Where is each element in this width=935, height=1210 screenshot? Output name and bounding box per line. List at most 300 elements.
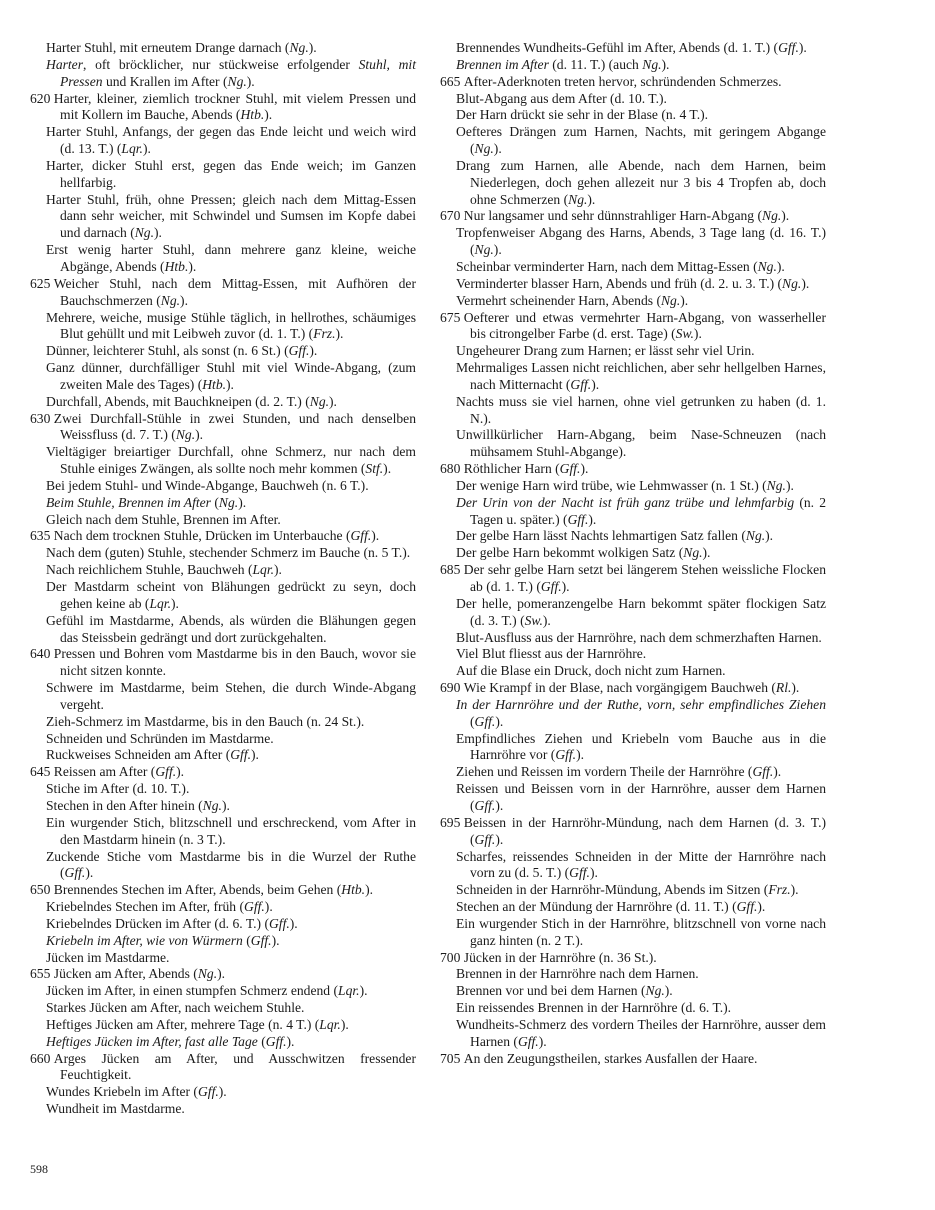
symptom-entry — [30, 242, 416, 276]
entry-text: ). — [785, 477, 794, 493]
entry-text: Unwillkürlicher Harn-Abgang, beim Nase-Schneuzen (nach mühsamem Stuhl-Abgange). — [456, 427, 826, 460]
entry-text: Ein reissendes Brennen in der Harnröhre (d. 6. T.). — [456, 1000, 732, 1016]
entry-text-italic: Gff. — [64, 865, 86, 881]
entry-text: ). — [289, 915, 298, 931]
symptom-entry — [440, 815, 826, 849]
entry-text: ). — [246, 73, 255, 89]
entry-text-italic: Harter — [46, 56, 84, 72]
entry-text: ). — [251, 747, 259, 763]
entry-text: Ruckweises Schneiden am After ( — [46, 747, 231, 763]
entry-text: Wie Krampf in der Blase, nach vorgängigem Bauchweh ( — [463, 680, 776, 696]
entry-text: ). — [542, 612, 551, 628]
entry-text: ). — [329, 393, 337, 409]
symptom-entry — [30, 764, 416, 781]
entry-text-italic: Ng. — [645, 983, 665, 999]
symptom-entry — [440, 124, 826, 158]
entry-text: Harter Stuhl, früh, ohne Pressen; gleich nach dem Mittag-Essen dann sehr weicher, mit Schwindel und Sumsen im Kopfe dabei und darnach ( — [46, 191, 416, 241]
entry-text: Kriebelndes Drücken im After (d. 6. T.) ( — [46, 915, 269, 931]
entry-text-italic: Ng. — [175, 427, 196, 443]
entry-text-italic: Lqr. — [338, 983, 360, 999]
entry-text-italic: Ng. — [197, 966, 218, 982]
entry-text-italic: Gff. — [474, 713, 496, 729]
entry-text: ). — [359, 983, 368, 999]
entry-text: ). — [171, 595, 179, 611]
entry-number: 620 — [30, 90, 51, 106]
entry-text: After-Aderknoten treten hervor, schründenden Schmerzes. — [463, 73, 782, 89]
entry-text-italic: Ng. — [309, 393, 330, 409]
symptom-entry — [30, 545, 416, 562]
entry-text: Bei jedem Stuhl- und Winde-Abgange, Bauchweh (n. 6 T.). — [46, 477, 369, 493]
symptom-entry — [30, 680, 416, 714]
entry-text: Der helle, pomeranzengelbe Harn bekommt später flockigen Satz (d. 3. T.) ( — [456, 595, 826, 628]
symptom-entry — [30, 1101, 416, 1118]
entry-text: Empfindliches Ziehen und Kriebeln vom Bauche aus in die Harnröhre vor ( — [456, 730, 826, 763]
symptom-entry — [30, 747, 416, 764]
entry-text: Harter, dicker Stuhl erst, gegen das Ende weich; im Ganzen hellfarbig. — [46, 157, 416, 190]
symptom-entry — [440, 663, 826, 680]
entry-text: Weicher Stuhl, nach dem Mittag-Essen, mit Aufhören der Bauchschmerzen ( — [53, 275, 416, 308]
entry-text: ). — [538, 1033, 547, 1049]
entry-text: Harter Stuhl, mit erneutem Drange darnach ( — [46, 40, 290, 55]
symptom-entry — [30, 579, 416, 613]
entry-text: Jücken im Mastdarme. — [46, 949, 170, 965]
symptom-entry — [440, 74, 826, 91]
entry-text: ). — [371, 528, 380, 544]
entry-text: ). — [495, 831, 504, 847]
entry-text-italic: Gff. — [268, 915, 290, 931]
entry-text: Starkes Jücken am After, nach weichem Stuhle. — [46, 1000, 305, 1016]
entry-text: Blut-Ausfluss aus der Harnröhre, nach dem schmerzhaften Harnen. — [456, 629, 822, 645]
symptom-entry — [440, 91, 826, 108]
entry-text-italic: Gff. — [569, 865, 590, 881]
right-column — [440, 40, 826, 1067]
entry-text-italic: Heftiges Jücken im After, fast alle Tage — [46, 1033, 258, 1049]
entry-text-italic: In der Harnröhre und der Ruthe, vorn, sehr empfindliches Ziehen — [456, 696, 826, 712]
entry-text: Mehrere, weiche, musige Stühle täglich, in hellrothes, schäumiges Blut gehüllt und mit Leibweh zuvor (d. 1. T.) ( — [46, 309, 416, 342]
entry-text: ). — [176, 764, 185, 780]
entry-text: Nach dem trocknen Stuhle, Drücken im Unterbauche ( — [53, 528, 351, 544]
entry-text: Blut-Abgang aus dem After (d. 10. T.). — [456, 90, 667, 106]
entry-text-italic: Rl. — [775, 680, 792, 696]
entry-text-italic: Gff. — [517, 1033, 539, 1049]
entry-text-italic: Gff. — [265, 1033, 287, 1049]
entry-text: ). — [226, 376, 234, 392]
entry-text: Zuckende Stiche vom Mastdarme bis in die Wurzel der Ruthe ( — [46, 848, 416, 881]
entry-number: 690 — [440, 680, 461, 696]
symptom-entry — [30, 933, 416, 950]
entry-text: ). — [561, 579, 570, 594]
page-number: 598 — [30, 1162, 48, 1176]
symptom-entry — [440, 731, 826, 765]
entry-text: ). — [693, 326, 702, 342]
symptom-entry — [30, 815, 416, 849]
symptom-entry — [440, 310, 826, 344]
entry-text-italic: Htb. — [341, 882, 366, 898]
entry-text: ). — [195, 427, 204, 443]
entry-text-italic: Lqr. — [121, 141, 143, 157]
symptom-entry — [440, 1000, 826, 1017]
entry-text: Ein wurgender Stich in der Harnröhre, blitzschnell von vorne nach ganz hinten (n. 2 T.). — [456, 915, 826, 948]
entry-text: ). — [664, 983, 673, 999]
symptom-entry — [30, 528, 416, 545]
symptom-entry — [30, 40, 416, 57]
entry-text: ). — [274, 562, 282, 578]
entry-text-italic: Htb. — [240, 107, 265, 123]
symptom-entry — [30, 394, 416, 411]
entry-text: ). — [308, 40, 317, 55]
entry-text-italic: Ng. — [782, 275, 802, 291]
symptom-entry — [440, 427, 826, 461]
entry-text: Der Mastdarm scheint von Blähungen gedrückt zu seyn, doch gehen keine ab ( — [46, 579, 416, 611]
entry-text: Stechen an der Mündung der Harnröhre (d. 11. T.) ( — [456, 899, 737, 915]
symptom-entry — [440, 680, 826, 697]
entry-text: ). — [264, 899, 273, 915]
entry-text: ( — [470, 713, 475, 729]
entry-text-italic: Ng. — [568, 191, 588, 207]
entry-text: ). — [188, 258, 197, 274]
entry-text: Ungeheurer Drang zum Harnen; er lässt sehr viel Urin. — [456, 343, 755, 359]
symptom-entry — [440, 225, 826, 259]
symptom-entry — [30, 1034, 416, 1051]
entry-number: 675 — [440, 309, 461, 325]
entry-text-italic: Lqr. — [319, 1016, 341, 1032]
entry-text: (n. 2 Tagen u. später.) ( — [470, 494, 826, 527]
entry-text-italic: Ng. — [202, 797, 222, 813]
entry-text: ). — [591, 376, 600, 392]
left-column — [30, 40, 416, 1118]
entry-text: ( — [257, 1033, 266, 1049]
entry-text-italic: Htb. — [164, 258, 189, 274]
entry-text: ). — [340, 1016, 349, 1032]
entry-text-italic: Stf. — [365, 461, 384, 477]
entry-text: Ein wurgender Stich, blitzschnell und erschreckend, vom After in den Mastdarm hinein (n. 3 T.). — [46, 814, 416, 847]
symptom-entry — [440, 360, 826, 394]
entry-number: 660 — [30, 1050, 51, 1066]
symptom-entry — [30, 798, 416, 815]
entry-number: 680 — [440, 461, 461, 477]
entry-text: ). — [801, 275, 810, 291]
symptom-entry — [440, 849, 826, 883]
entry-text-italic: Beim Stuhle, Brennen im After — [46, 494, 211, 510]
entry-text: , oft bröcklicher, nur stückweise erfolgender — [83, 56, 359, 72]
entry-number: 635 — [30, 528, 51, 544]
entry-text-italic: Gff. — [155, 764, 177, 780]
symptom-entry — [30, 276, 416, 310]
symptom-entry — [30, 192, 416, 243]
entry-text: Nach dem (guten) Stuhle, stechender Schmerz im Bauche (n. 5 T.). — [46, 545, 411, 561]
entry-text: ). — [790, 882, 799, 898]
entry-number: 625 — [30, 275, 51, 291]
symptom-entry — [30, 849, 416, 883]
entry-text: Schneiden in der Harnröhr-Mündung, Abends im Sitzen ( — [456, 882, 769, 898]
symptom-entry — [30, 613, 416, 647]
symptom-entry — [440, 528, 826, 545]
entry-text: Ganz dünner, durchfälliger Stuhl mit viel Winde-Abgang, (zum zweiten Male des Tages) ( — [46, 360, 416, 392]
entry-text: Der gelbe Harn bekommt wolkigen Satz ( — [456, 545, 684, 561]
entry-text: ). — [180, 292, 188, 308]
entry-text-italic: Frz. — [768, 882, 791, 898]
entry-text: und Krallen im After ( — [102, 73, 228, 89]
entry-number: 695 — [440, 814, 461, 830]
entry-text: ). — [776, 258, 785, 274]
entry-text: Tropfenweiser Abgang des Harns, Abends, 3 Tage lang (d. 16. T.) ( — [456, 225, 826, 258]
entry-text-italic: Gff. — [540, 579, 562, 594]
entry-text-italic: Gff. — [567, 511, 589, 527]
entry-text: ). — [218, 1084, 227, 1100]
symptom-entry — [440, 596, 826, 630]
symptom-entry — [440, 40, 826, 57]
symptom-entry — [440, 646, 826, 663]
entry-text-italic: Ng. — [683, 545, 703, 561]
entry-text: Beissen in der Harnröhr-Mündung, nach dem Harnen (d. 3. T.) ( — [463, 814, 826, 847]
entry-text-italic: Stuhl, mit Pressen — [60, 56, 416, 89]
entry-text: Gefühl im Mastdarme, Abends, als würden die Blähungen gegen das Steissbein gedrängt und dort zurückgehalten. — [46, 612, 416, 645]
entry-text: ). — [85, 865, 94, 881]
symptom-entry — [30, 983, 416, 1000]
entry-text: Pressen und Bohren vom Mastdarme bis in den Bauch, wovor sie nicht sitzen konnte. — [53, 646, 416, 679]
entry-text-italic: Gff. — [197, 1084, 219, 1100]
symptom-entry — [30, 1000, 416, 1017]
entry-text: Scheinbar verminderter Harn, nach dem Mittag-Essen ( — [456, 258, 758, 274]
symptom-entry — [440, 478, 826, 495]
entry-number: 705 — [440, 1050, 461, 1066]
entry-text: ). — [765, 528, 774, 544]
symptom-entry — [30, 1084, 416, 1101]
entry-text: Ziehen und Reissen im vordern Theile der Harnröhre ( — [456, 764, 753, 780]
symptom-entry — [30, 916, 416, 933]
entry-text-italic: Brennen im After — [456, 56, 549, 72]
entry-text: (d. 11. T.) (auch — [548, 56, 643, 72]
entry-text-italic: Lqr. — [252, 562, 275, 578]
symptom-entry — [440, 630, 826, 647]
symptom-entry — [30, 646, 416, 680]
symptom-entry — [30, 411, 416, 445]
entry-text: ( — [242, 932, 251, 948]
symptom-entry — [30, 781, 416, 798]
entry-text-italic: Gff. — [250, 932, 272, 948]
entry-number: 640 — [30, 646, 51, 662]
entry-text: Oefterer und etwas vermehrter Harn-Abgang, von wasserheller bis citrongelber Farbe (d. erst. Tage) ( — [463, 309, 826, 342]
symptom-entry — [30, 478, 416, 495]
symptom-entry — [440, 562, 826, 596]
entry-text-italic: Gff. — [474, 831, 496, 847]
entry-text-italic: Ng. — [227, 73, 247, 89]
entry-text: Kriebelndes Stechen im After, früh ( — [46, 899, 245, 915]
symptom-entry — [30, 444, 416, 478]
entry-text: ). — [365, 882, 374, 898]
symptom-entry — [440, 394, 826, 428]
symptom-entry — [440, 57, 826, 74]
entry-text: ). — [757, 899, 766, 915]
entry-text-italic: Ng. — [160, 292, 181, 308]
entry-text: ). — [221, 797, 230, 813]
entry-text-italic: Frz. — [313, 326, 336, 342]
entry-text: Jücken im After, in einen stumpfen Schmerz endend ( — [46, 983, 339, 999]
entry-text-italic: Sw. — [524, 612, 543, 628]
entry-text: Der gelbe Harn lässt Nachts lehmartigen Satz fallen ( — [456, 528, 746, 544]
entry-text-italic: Gff. — [474, 797, 496, 813]
entry-text-italic: Gff. — [350, 528, 372, 544]
entry-text: ). — [798, 40, 807, 55]
symptom-entry — [30, 899, 416, 916]
entry-text: ). — [781, 208, 790, 224]
symptom-entry — [440, 158, 826, 209]
entry-text: ). — [588, 511, 597, 527]
entry-text: An den Zeugungstheilen, starkes Ausfallen der Haare. — [463, 1050, 758, 1066]
entry-text: Stechen in den After hinein ( — [46, 797, 203, 813]
entry-text-italic: Ng. — [218, 494, 239, 510]
symptom-entry — [30, 562, 416, 579]
entry-text: ). — [271, 932, 280, 948]
entry-text-italic: Ng. — [745, 528, 766, 544]
entry-number: 665 — [440, 73, 461, 89]
entry-text: ). — [217, 966, 226, 982]
symptom-entry — [440, 697, 826, 731]
entry-text: Viel Blut fliesst aus der Harnröhre. — [456, 646, 647, 662]
entry-text: Der Harn drückt sie sehr in der Blase (n. 4 T.). — [456, 107, 709, 123]
symptom-entry — [440, 950, 826, 967]
symptom-entry — [440, 1017, 826, 1051]
entry-text: Scharfes, reissendes Schneiden in der Mitte der Harnröhre nach vorn zu (d. 5. T.) ( — [456, 848, 826, 881]
entry-text-italic: Kriebeln im After, wie von Würmern — [46, 932, 243, 948]
symptom-entry — [440, 966, 826, 983]
entry-text: Nach reichlichem Stuhle, Bauchweh ( — [46, 562, 253, 578]
symptom-entry — [30, 950, 416, 967]
entry-text: Harter Stuhl, Anfangs, der gegen das Ende leicht und weich wird (d. 13. T.) ( — [46, 124, 416, 157]
symptom-entry — [440, 107, 826, 124]
symptom-entry — [30, 714, 416, 731]
symptom-entry — [440, 293, 826, 310]
entry-text: ). — [154, 225, 162, 241]
entry-text: ). — [264, 107, 273, 123]
entry-number: 700 — [440, 949, 461, 965]
entry-text: Jücken in der Harnröhre (n. 36 St.). — [463, 949, 657, 965]
entry-text: Brennen in der Harnröhre nach dem Harnen. — [456, 966, 699, 982]
entry-text: ). — [587, 191, 596, 207]
entry-text: Mehrmaliges Lassen nicht reichlichen, aber sehr hellgelben Harnes, nach Mitternacht ( — [456, 360, 826, 392]
entry-text: Wundes Kriebeln im After ( — [46, 1084, 198, 1100]
symptom-entry — [440, 276, 826, 293]
entry-text: Heftiges Jücken am After, mehrere Tage (n. 4 T.) ( — [46, 1016, 320, 1032]
entry-text: ). — [286, 1033, 295, 1049]
entry-text: Brennendes Stechen im After, Abends, beim Gehen ( — [53, 882, 342, 898]
entry-text: Reissen und Beissen vorn in der Harnröhre, ausser dem Harnen ( — [456, 781, 826, 813]
entry-text-italic: Ng. — [762, 208, 782, 224]
symptom-entry — [440, 208, 826, 225]
entry-number: 670 — [440, 208, 461, 224]
entry-number: 650 — [30, 882, 51, 898]
entry-text: Der wenige Harn wird trübe, wie Lehmwasser (n. 1 St.) ( — [456, 477, 767, 493]
entry-text: ). — [773, 764, 782, 780]
entry-text: ). — [702, 545, 711, 561]
entry-text-italic: Gff. — [555, 747, 577, 763]
entry-text: Reissen am After ( — [53, 764, 156, 780]
entry-text-italic: Gff. — [570, 376, 592, 392]
entry-text: ). — [661, 56, 670, 72]
entry-text: ). — [495, 713, 504, 729]
entry-text-italic: Ng. — [289, 40, 309, 55]
symptom-entry — [440, 781, 826, 815]
symptom-entry — [30, 310, 416, 344]
entry-text: ). — [791, 680, 800, 696]
symptom-entry — [440, 343, 826, 360]
entry-text: Vermehrt scheinender Harn, Abends ( — [456, 292, 661, 308]
symptom-entry — [440, 259, 826, 276]
symptom-entry — [30, 124, 416, 158]
entry-text-italic: Ng. — [757, 258, 777, 274]
entry-text: ). — [238, 494, 247, 510]
symptom-entry — [440, 1051, 826, 1068]
symptom-entry — [30, 91, 416, 125]
entry-text: Wundheit im Mastdarme. — [46, 1101, 185, 1117]
entry-text: Schneiden und Schründen im Mastdarme. — [46, 730, 274, 746]
symptom-entry — [30, 360, 416, 394]
entry-text-italic: Gff. — [778, 40, 799, 55]
entry-number: 630 — [30, 410, 51, 426]
entry-text: Durchfall, Abends, mit Bauchkneipen (d. 2. T.) ( — [46, 393, 310, 409]
entry-text-italic: Gff. — [288, 343, 310, 359]
entry-text: Nachts muss sie viel harnen, ohne viel getrunken zu haben (d. 1. N.). — [456, 393, 826, 426]
entry-text-italic: Gff. — [736, 899, 758, 915]
entry-text: Verminderter blasser Harn, Abends und früh (d. 2. u. 3. T.) ( — [456, 275, 783, 291]
entry-number: 645 — [30, 764, 51, 780]
entry-text: Jücken am After, Abends ( — [53, 966, 198, 982]
symptom-entry — [440, 899, 826, 916]
entry-text: ). — [493, 242, 502, 258]
entry-text-italic: Gff. — [752, 764, 774, 780]
symptom-entry — [440, 983, 826, 1000]
symptom-entry — [440, 461, 826, 478]
entry-text-italic: Ng. — [134, 225, 154, 241]
entry-text: Zieh-Schmerz im Mastdarme, bis in den Bauch (n. 24 St.). — [46, 713, 365, 729]
symptom-entry — [30, 495, 416, 512]
symptom-entry — [30, 512, 416, 529]
entry-text: Erst wenig harter Stuhl, dann mehrere ganz kleine, weiche Abgänge, Abends ( — [46, 242, 416, 274]
entry-text: Brennendes Wundheits-Gefühl im After, Abends (d. 1. T.) ( — [456, 40, 779, 55]
entry-text-italic: Ng. — [766, 477, 786, 493]
entry-text: Gleich nach dem Stuhle, Brennen im After. — [46, 511, 281, 527]
entry-text: Wundheits-Schmerz des vordern Theiles der Harnröhre, ausser dem Harnen ( — [456, 1016, 826, 1049]
symptom-entry — [30, 158, 416, 192]
entry-text: Der sehr gelbe Harn setzt bei längerem Stehen weissliche Flocken ab (d. 1. T.) ( — [463, 562, 826, 594]
entry-text-italic: Gff. — [244, 899, 265, 915]
entry-text-italic: Ng. — [642, 56, 662, 72]
entry-text-italic: Sw. — [675, 326, 694, 342]
symptom-entry — [440, 545, 826, 562]
entry-text: ). — [383, 461, 392, 477]
entry-text: ). — [309, 343, 318, 359]
entry-text-italic: Gff. — [559, 461, 581, 477]
entry-text: ). — [576, 747, 585, 763]
entry-text: ( — [210, 494, 219, 510]
entry-text: Zwei Durchfall-Stühle in zwei Stunden, und nach denselben Weissfluss (d. 7. T.) ( — [53, 410, 416, 443]
symptom-entry — [440, 495, 826, 529]
entry-text-italic: Ng. — [474, 242, 494, 258]
entry-text: Röthlicher Harn ( — [463, 461, 560, 477]
entry-text: ). — [335, 326, 344, 342]
symptom-entry — [440, 916, 826, 950]
entry-text-italic: Ng. — [660, 292, 681, 308]
entry-number: 655 — [30, 966, 51, 982]
entry-text-italic: Ng. — [474, 141, 494, 157]
symptom-entry — [440, 764, 826, 781]
entry-text-italic: Der Urin von der Nacht ist früh ganz trübe und lehmfarbig — [456, 494, 795, 510]
entry-text: ). — [680, 292, 689, 308]
symptom-entry — [440, 882, 826, 899]
entry-text: Schwere im Mastdarme, beim Stehen, die durch Winde-Abgang vergeht. — [46, 680, 416, 712]
symptom-entry — [30, 57, 416, 91]
entry-text: Brennen vor und bei dem Harnen ( — [456, 983, 646, 999]
